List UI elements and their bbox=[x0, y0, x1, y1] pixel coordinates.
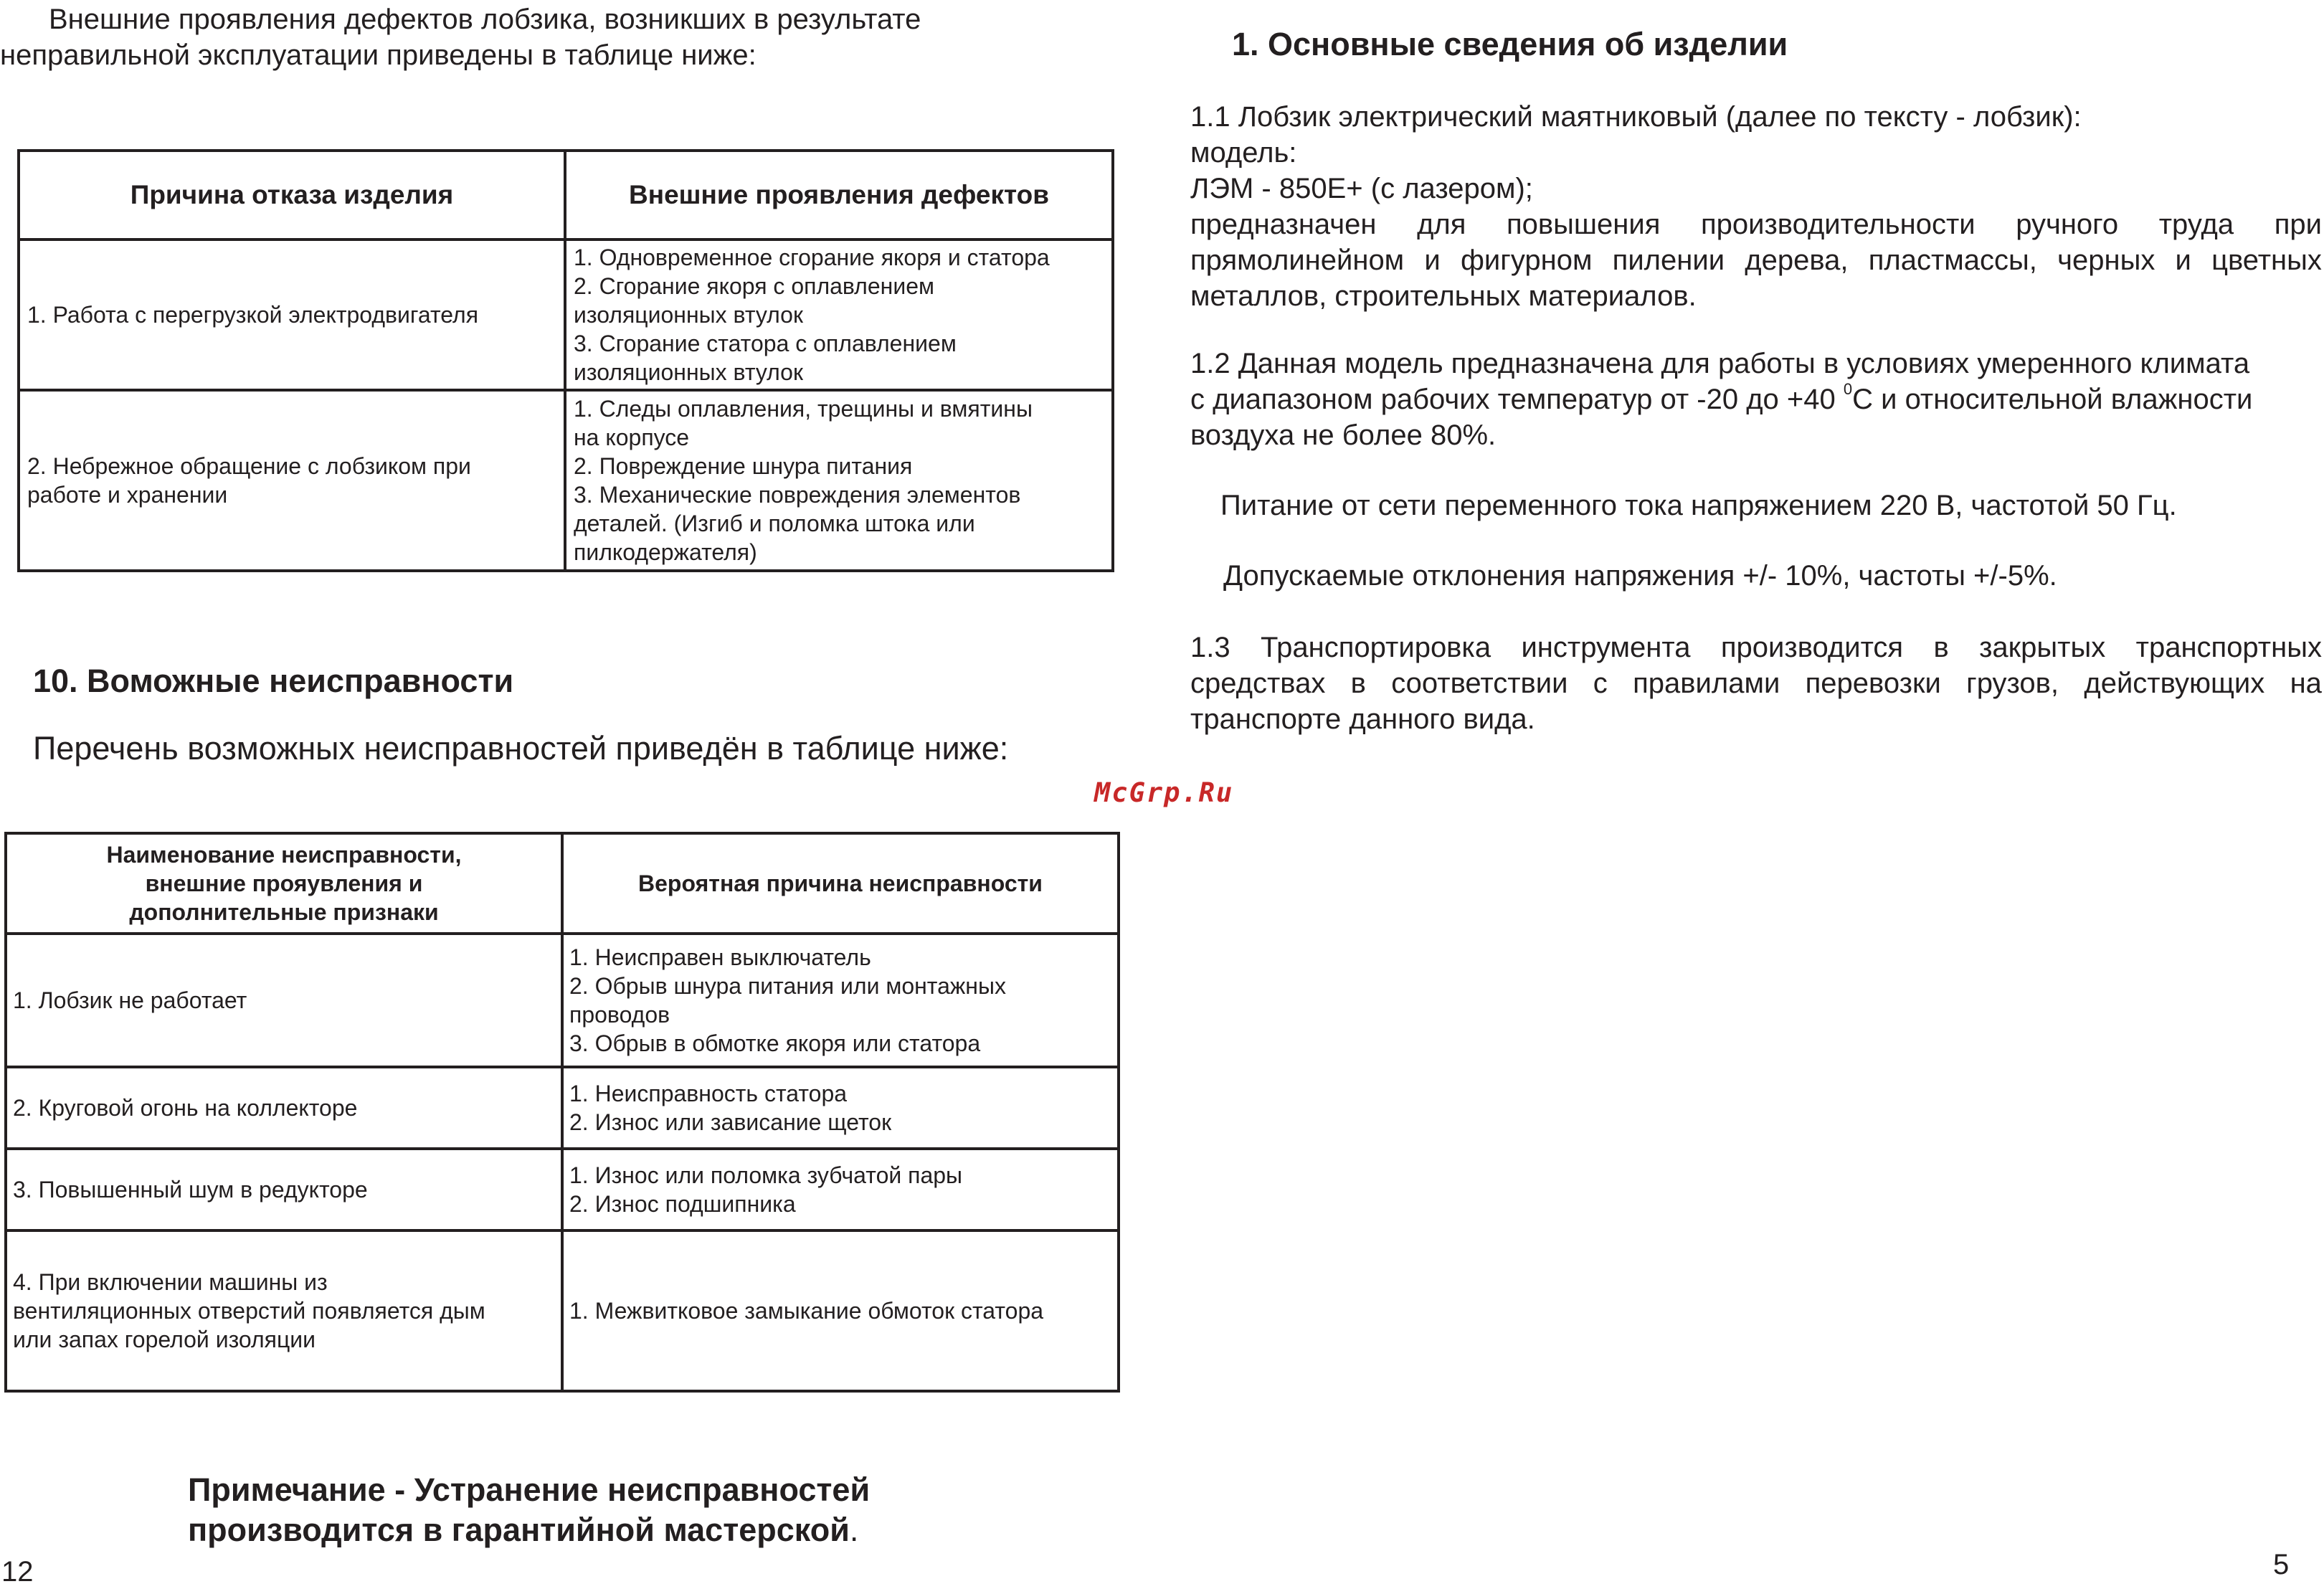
cell-line: 3. Механические повреждения элементов bbox=[574, 482, 1021, 508]
fault-cell bbox=[6, 934, 562, 1067]
cell-line: 1. Неисправен выключатель bbox=[569, 944, 871, 970]
word: пластмассы, bbox=[1868, 245, 2037, 276]
cell-line: 3. Сгорание статора с оплавлением bbox=[574, 331, 957, 356]
cell-line: изоляционных втулок bbox=[574, 359, 803, 385]
fault-cell bbox=[6, 1067, 562, 1149]
cause-cell bbox=[19, 239, 565, 390]
cell-line: 1. Следы оплавления, трещины и вмятины bbox=[574, 396, 1033, 422]
word: предназначен bbox=[1190, 209, 1377, 240]
degree-superscript: 0 bbox=[1843, 380, 1853, 398]
page-number-right: 5 bbox=[2273, 1549, 2290, 1580]
word: 1.3 bbox=[1190, 632, 1230, 663]
justified-line bbox=[1190, 207, 2322, 242]
header-line: внешние прояувления и bbox=[145, 871, 423, 896]
word: для bbox=[1417, 209, 1466, 240]
cell-line: 1. Износ или поломка зубчатой пары bbox=[569, 1162, 963, 1188]
power-supply-text: Питание от сети переменного тока напряжением 220 В, частотой 50 Гц. bbox=[1220, 490, 2177, 521]
text-line: ЛЭМ - 850Е+ (с лазером); bbox=[1190, 173, 1533, 204]
cell-line: 2. Небрежное обращение с лобзиком при bbox=[27, 453, 471, 479]
word: перевозки bbox=[1805, 668, 1941, 699]
cause-cell bbox=[562, 1149, 1119, 1230]
paragraph-1-3 bbox=[1190, 630, 2323, 737]
cell-line: 1. Неисправность статора bbox=[569, 1081, 848, 1106]
cell-line: 2. Обрыв шнура питания или монтажных bbox=[569, 973, 1006, 999]
word: ручного bbox=[2016, 209, 2119, 240]
page-number-left: 12 bbox=[1, 1556, 34, 1588]
intro-line-2: неправильной эксплуатации приведены в таблице ниже: bbox=[0, 39, 757, 71]
cell-line: или запах горелой изоляции bbox=[13, 1327, 316, 1352]
table-row bbox=[6, 1149, 1119, 1230]
cell-line: 2. Износ подшипника bbox=[569, 1191, 796, 1217]
intro-paragraph bbox=[0, 1, 1119, 73]
note bbox=[188, 1470, 870, 1550]
word: средствах bbox=[1190, 668, 1326, 699]
note-line-2 bbox=[188, 1510, 870, 1550]
cell-line: пилкодержателя) bbox=[574, 539, 757, 565]
cause-cell bbox=[562, 1067, 1119, 1149]
word: правилами bbox=[1633, 668, 1780, 699]
word: инструмента bbox=[1521, 632, 1691, 663]
text-segment: С и относительной влажности bbox=[1852, 384, 2253, 415]
cell-line: 3. Обрыв в обмотке якоря или статора bbox=[569, 1030, 981, 1056]
justified-line bbox=[1190, 665, 2322, 701]
cell-line: 4. При включении машины из bbox=[13, 1269, 328, 1295]
text-line: воздуха не более 80%. bbox=[1190, 419, 1497, 451]
fault-cell bbox=[6, 1149, 562, 1230]
cell-line: 2. Износ или зависание щеток bbox=[569, 1109, 892, 1135]
cell-line: 2. Повреждение шнура питания bbox=[574, 453, 913, 479]
cell-line: 1. Работа с перегрузкой электродвигателя bbox=[27, 302, 479, 328]
effects-cell bbox=[565, 390, 1113, 571]
cell-line: вентиляционных отверстий появляется дым bbox=[13, 1298, 485, 1324]
word: в bbox=[1350, 668, 1366, 699]
cell-line: 2. Круговой огонь на коллекторе bbox=[13, 1095, 358, 1121]
header-line: дополнительные признаки bbox=[129, 899, 439, 925]
table-row bbox=[6, 934, 1119, 1067]
word: прямолинейном bbox=[1190, 245, 1405, 276]
word: производительности bbox=[1700, 209, 1976, 240]
text-line: металлов, строительных материалов. bbox=[1190, 280, 1697, 312]
word: дерева, bbox=[1745, 245, 1849, 276]
text-line: 1.2 Данная модель предназначена для работы в условиях умеренного климата bbox=[1190, 348, 2250, 379]
note-period: . bbox=[849, 1512, 859, 1548]
cause-cell bbox=[562, 934, 1119, 1067]
text-line: модель: bbox=[1190, 137, 1297, 169]
cell-line: 1. Лобзик не работает bbox=[13, 987, 247, 1013]
column-header-cause bbox=[562, 833, 1119, 934]
section-10-title: 10. Воможные неисправности bbox=[33, 663, 514, 699]
cell-line: проводов bbox=[569, 1002, 670, 1028]
table-header-row bbox=[19, 151, 1113, 239]
word: труда bbox=[2158, 209, 2234, 240]
cell-line: работе и хранении bbox=[27, 482, 228, 508]
table-row bbox=[6, 1230, 1119, 1391]
justified-line bbox=[1190, 630, 2322, 665]
word: закрытых bbox=[1979, 632, 2106, 663]
paragraph-1-2 bbox=[1190, 346, 2323, 453]
cell-line: 2. Сгорание якоря с оплавлением bbox=[574, 273, 934, 299]
table-header-row bbox=[6, 833, 1119, 934]
column-header-fault bbox=[6, 833, 562, 934]
cell-line: 3. Повышенный шум в редукторе bbox=[13, 1177, 368, 1203]
table-row bbox=[19, 239, 1113, 390]
word: цветных bbox=[2211, 245, 2322, 276]
word: соответствии bbox=[1391, 668, 1568, 699]
word: действующих bbox=[2084, 668, 2265, 699]
word: с bbox=[1593, 668, 1608, 699]
column-header-cause: Причина отказа изделия bbox=[19, 151, 565, 239]
text-line: 1.1 Лобзик электрический маятниковый (далее по тексту - лобзик): bbox=[1190, 101, 2082, 133]
cause-cell bbox=[19, 390, 565, 571]
table-row bbox=[19, 390, 1113, 571]
intro-line-1: Внешние проявления дефектов лобзика, возникших в результате bbox=[49, 4, 921, 35]
word: пилении bbox=[1612, 245, 1725, 276]
cause-cell bbox=[562, 1230, 1119, 1391]
justified-line bbox=[1190, 242, 2322, 278]
word: грузов, bbox=[1966, 668, 2059, 699]
effects-cell bbox=[565, 239, 1113, 390]
header-line: Вероятная причина неисправности bbox=[638, 871, 1043, 896]
note-line-1: Примечание - Устранение неисправностей bbox=[188, 1471, 871, 1508]
paragraph-1-1 bbox=[1190, 99, 2323, 314]
fault-cell bbox=[6, 1230, 562, 1391]
faults-table bbox=[4, 832, 1120, 1393]
text-line bbox=[1190, 381, 2323, 417]
word: фигурном bbox=[1460, 245, 1593, 276]
word: производится bbox=[1720, 632, 1904, 663]
word: на bbox=[2290, 668, 2322, 699]
word: и bbox=[2175, 245, 2191, 276]
cell-line: на корпусе bbox=[574, 424, 690, 450]
cell-line: 1. Межвитковое замыкание обмоток статора bbox=[569, 1298, 1044, 1324]
word: и bbox=[1424, 245, 1441, 276]
defects-table bbox=[17, 149, 1114, 572]
word: транспортных bbox=[2135, 632, 2322, 663]
tolerance-text: Допускаемые отклонения напряжения +/- 10%, частоты +/-5%. bbox=[1223, 560, 2057, 592]
word: при bbox=[2274, 209, 2322, 240]
note-text: производится в гарантийной мастерской bbox=[188, 1512, 850, 1548]
cell-line: изоляционных втулок bbox=[574, 302, 803, 328]
cell-line: деталей. (Изгиб и поломка штока или bbox=[574, 511, 975, 536]
text-line: транспорте данного вида. bbox=[1190, 703, 1535, 735]
word: черных bbox=[2057, 245, 2155, 276]
word: Транспортировка bbox=[1260, 632, 1491, 663]
header-line: Наименование неисправности, bbox=[106, 842, 462, 868]
section-1-title: 1. Основные сведения об изделии bbox=[1232, 26, 1788, 62]
text-segment: с диапазоном рабочих температур от -20 до +40 bbox=[1190, 384, 1844, 415]
word: повышения bbox=[1507, 209, 1661, 240]
word: в bbox=[1933, 632, 1949, 663]
column-header-effects: Внешние проявления дефектов bbox=[565, 151, 1113, 239]
watermark: McGrp.Ru bbox=[1094, 777, 1234, 808]
section-10-intro: Перечень возможных неисправностей приведён в таблице ниже: bbox=[33, 730, 1009, 767]
table-row bbox=[6, 1067, 1119, 1149]
cell-line: 1. Одновременное сгорание якоря и статора bbox=[574, 245, 1050, 270]
